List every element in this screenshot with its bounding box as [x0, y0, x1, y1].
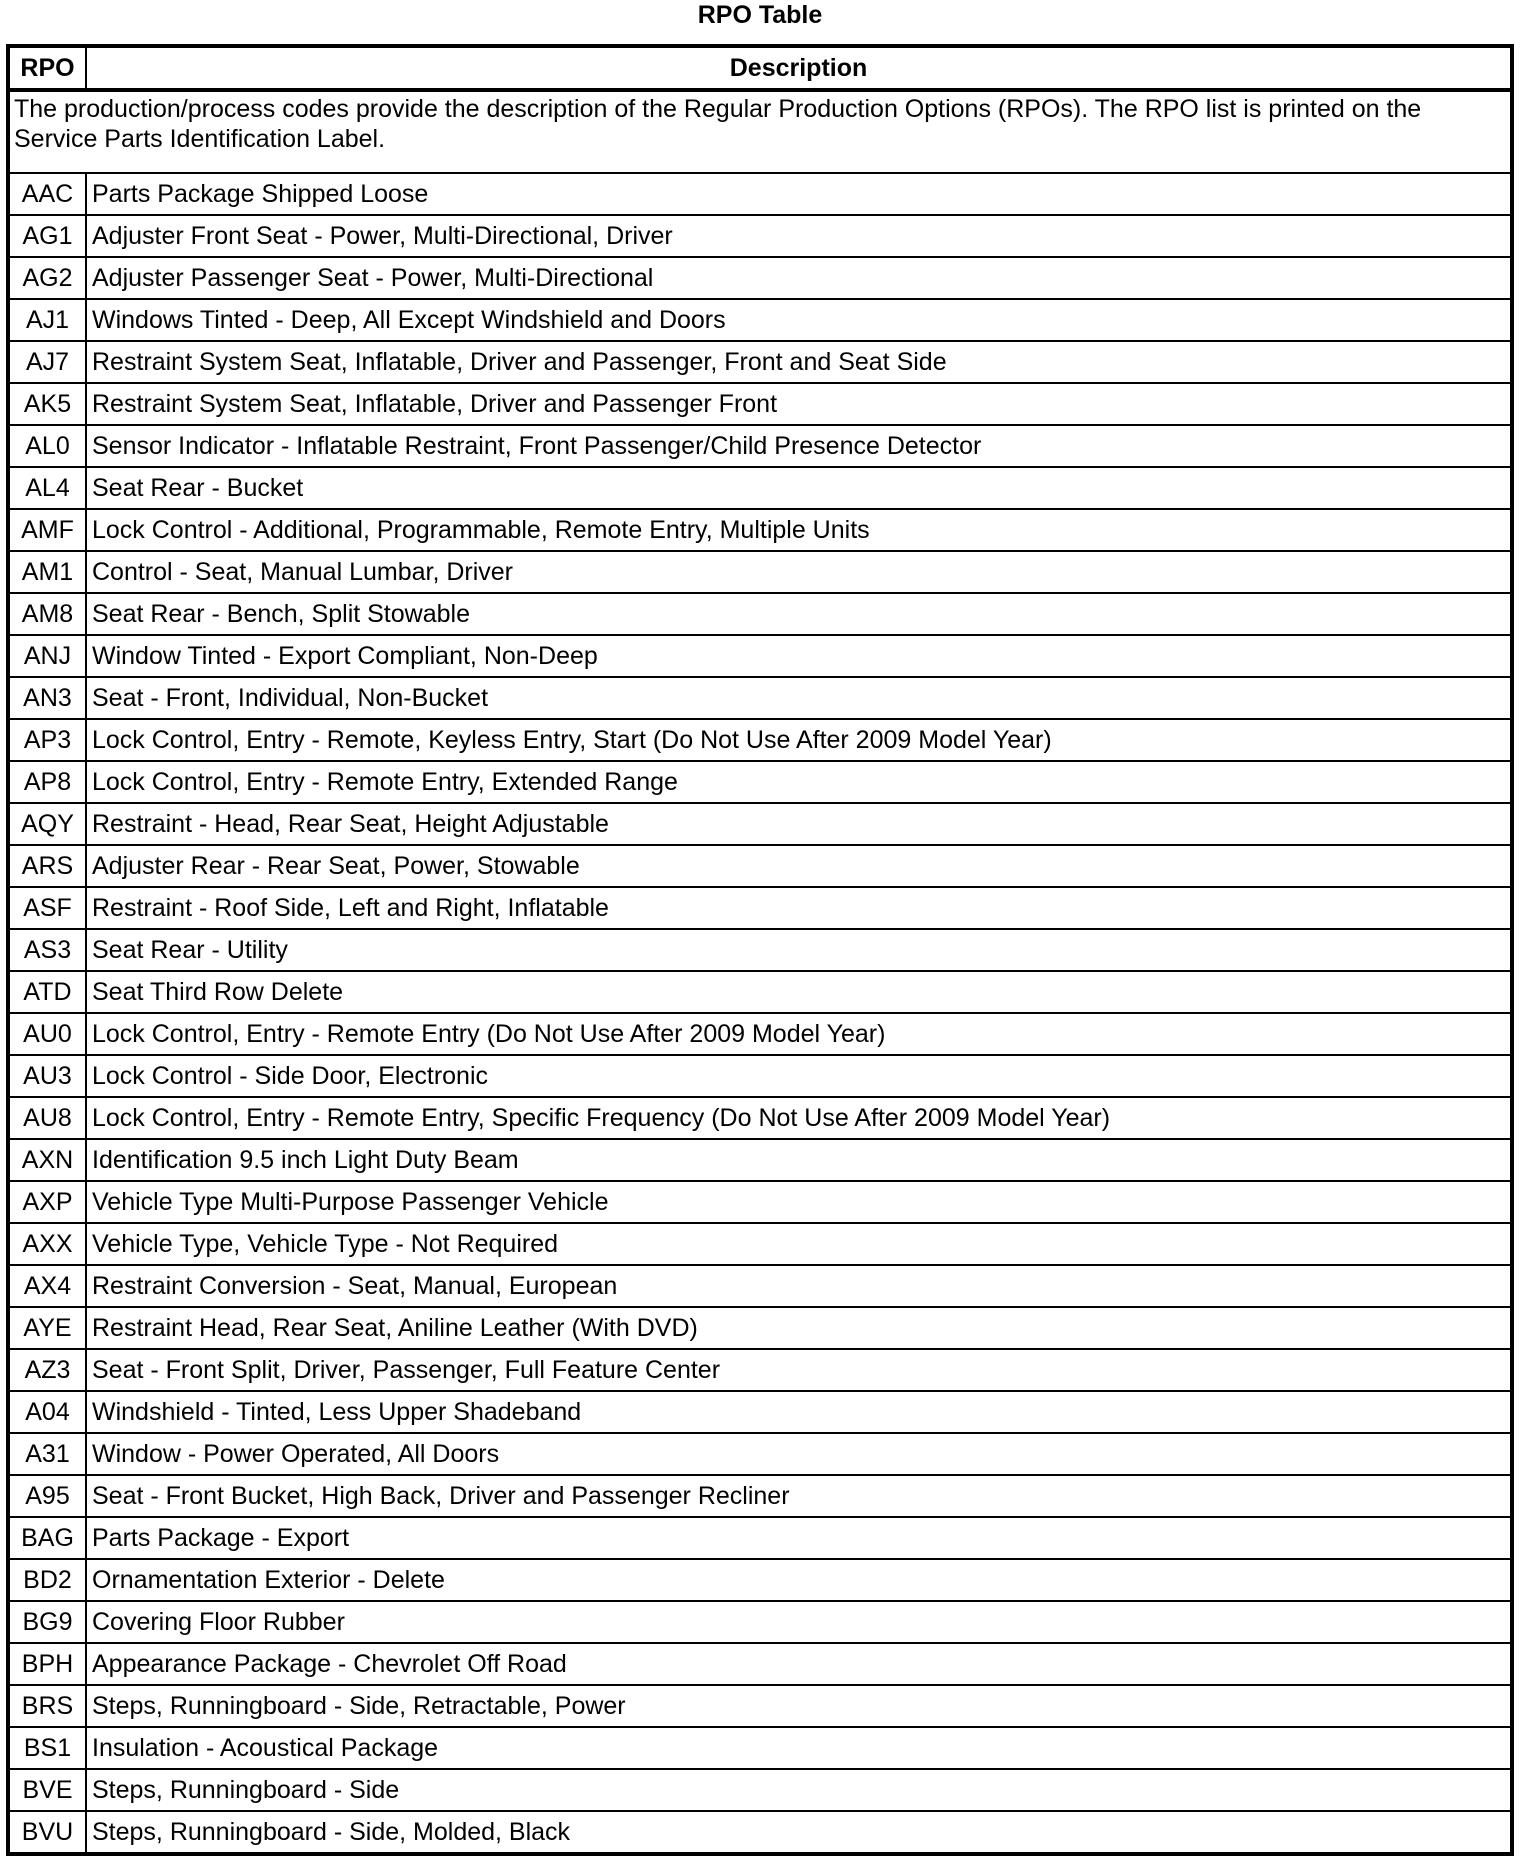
- table-row: [8, 635, 1512, 677]
- rpo-description-cell: Lock Control - Side Door, Electronic: [86, 1055, 1512, 1097]
- rpo-table: [6, 44, 1514, 1856]
- rpo-description-cell: Adjuster Rear - Rear Seat, Power, Stowable: [86, 845, 1512, 887]
- rpo-description-cell: Lock Control - Additional, Programmable, Remote Entry, Multiple Units: [86, 509, 1512, 551]
- rpo-description-cell: Covering Floor Rubber: [86, 1601, 1512, 1643]
- table-row: [8, 257, 1512, 299]
- rpo-description-cell: Parts Package Shipped Loose: [86, 173, 1512, 215]
- table-row: [8, 299, 1512, 341]
- table-row: [8, 509, 1512, 551]
- rpo-code-cell: AL4: [8, 467, 86, 509]
- rpo-code-cell: AXX: [8, 1223, 86, 1265]
- table-row: [8, 1307, 1512, 1349]
- rpo-code-cell: BVU: [8, 1811, 86, 1854]
- table-row: [8, 1097, 1512, 1139]
- rpo-code-cell: BPH: [8, 1643, 86, 1685]
- rpo-description-cell: Steps, Runningboard - Side, Retractable, Power: [86, 1685, 1512, 1727]
- rpo-code-cell: A04: [8, 1391, 86, 1433]
- rpo-description-cell: Seat Rear - Utility: [86, 929, 1512, 971]
- rpo-code-cell: BRS: [8, 1685, 86, 1727]
- rpo-description-cell: Windshield - Tinted, Less Upper Shadeband: [86, 1391, 1512, 1433]
- table-row: [8, 971, 1512, 1013]
- rpo-description-cell: Restraint Head, Rear Seat, Aniline Leather (With DVD): [86, 1307, 1512, 1349]
- table-row: [8, 929, 1512, 971]
- rpo-description-cell: Parts Package - Export: [86, 1517, 1512, 1559]
- rpo-description-cell: Window Tinted - Export Compliant, Non-Deep: [86, 635, 1512, 677]
- table-row: [8, 215, 1512, 257]
- rpo-description-cell: Steps, Runningboard - Side, Molded, Black: [86, 1811, 1512, 1854]
- table-row: [8, 1223, 1512, 1265]
- rpo-code-cell: AG2: [8, 257, 86, 299]
- rpo-code-cell: ANJ: [8, 635, 86, 677]
- table-body: [8, 90, 1512, 1854]
- rpo-description-cell: Restraint - Head, Rear Seat, Height Adjustable: [86, 803, 1512, 845]
- column-header-description: Description: [86, 46, 1512, 90]
- rpo-description-cell: Vehicle Type, Vehicle Type - Not Required: [86, 1223, 1512, 1265]
- rpo-code-cell: BG9: [8, 1601, 86, 1643]
- rpo-description-cell: Seat Rear - Bench, Split Stowable: [86, 593, 1512, 635]
- rpo-description-cell: Control - Seat, Manual Lumbar, Driver: [86, 551, 1512, 593]
- rpo-code-cell: AAC: [8, 173, 86, 215]
- rpo-description-cell: Seat Third Row Delete: [86, 971, 1512, 1013]
- table-row: [8, 761, 1512, 803]
- rpo-code-cell: A95: [8, 1475, 86, 1517]
- rpo-description-cell: Restraint - Roof Side, Left and Right, Inflatable: [86, 887, 1512, 929]
- rpo-code-cell: A31: [8, 1433, 86, 1475]
- rpo-code-cell: BS1: [8, 1727, 86, 1769]
- rpo-description-cell: Lock Control, Entry - Remote Entry (Do Not Use After 2009 Model Year): [86, 1013, 1512, 1055]
- rpo-description-cell: Seat - Front Split, Driver, Passenger, Full Feature Center: [86, 1349, 1512, 1391]
- rpo-description-cell: Sensor Indicator - Inflatable Restraint, Front Passenger/Child Presence Detector: [86, 425, 1512, 467]
- rpo-code-cell: AJ1: [8, 299, 86, 341]
- table-row: [8, 1517, 1512, 1559]
- rpo-description-cell: Adjuster Passenger Seat - Power, Multi-Directional: [86, 257, 1512, 299]
- rpo-code-cell: AN3: [8, 677, 86, 719]
- table-row: [8, 719, 1512, 761]
- rpo-code-cell: AZ3: [8, 1349, 86, 1391]
- column-header-rpo: RPO: [8, 46, 86, 90]
- rpo-code-cell: BVE: [8, 1769, 86, 1811]
- rpo-description-cell: Seat - Front, Individual, Non-Bucket: [86, 677, 1512, 719]
- table-row: [8, 593, 1512, 635]
- table-row: [8, 1475, 1512, 1517]
- rpo-code-cell: AXN: [8, 1139, 86, 1181]
- rpo-description-cell: Appearance Package - Chevrolet Off Road: [86, 1643, 1512, 1685]
- rpo-description-cell: Lock Control, Entry - Remote Entry, Extended Range: [86, 761, 1512, 803]
- table-row: [8, 1433, 1512, 1475]
- rpo-code-cell: AU0: [8, 1013, 86, 1055]
- rpo-code-cell: AM8: [8, 593, 86, 635]
- page-title: RPO Table: [697, 1, 823, 29]
- rpo-description-cell: Insulation - Acoustical Package: [86, 1727, 1512, 1769]
- rpo-description-cell: Seat - Front Bucket, High Back, Driver and Passenger Recliner: [86, 1475, 1512, 1517]
- table-row: [8, 551, 1512, 593]
- table-row: [8, 341, 1512, 383]
- rpo-code-cell: BAG: [8, 1517, 86, 1559]
- rpo-code-cell: AU8: [8, 1097, 86, 1139]
- table-row: [8, 1013, 1512, 1055]
- table-row: [8, 1727, 1512, 1769]
- table-row: [8, 383, 1512, 425]
- rpo-description-cell: Restraint Conversion - Seat, Manual, European: [86, 1265, 1512, 1307]
- table-row: [8, 1391, 1512, 1433]
- intro-text: The production/process codes provide the description of the Regular Production Options (RPOs). The RPO list is printed on the Service Parts Identification Label.: [8, 90, 1512, 173]
- rpo-description-cell: Restraint System Seat, Inflatable, Driver and Passenger Front: [86, 383, 1512, 425]
- rpo-description-cell: Lock Control, Entry - Remote Entry, Specific Frequency (Do Not Use After 2009 Model Year): [86, 1097, 1512, 1139]
- rpo-code-cell: AYE: [8, 1307, 86, 1349]
- table-row: [8, 425, 1512, 467]
- rpo-code-cell: AK5: [8, 383, 86, 425]
- table-row: [8, 173, 1512, 215]
- rpo-code-cell: AMF: [8, 509, 86, 551]
- table-header-row: [8, 46, 1512, 90]
- rpo-code-cell: ASF: [8, 887, 86, 929]
- rpo-description-cell: Window - Power Operated, All Doors: [86, 1433, 1512, 1475]
- table-row: [8, 1769, 1512, 1811]
- table-row: [8, 1811, 1512, 1854]
- table-row: [8, 1601, 1512, 1643]
- table-row: [8, 1559, 1512, 1601]
- rpo-description-cell: Ornamentation Exterior - Delete: [86, 1559, 1512, 1601]
- table-row: [8, 803, 1512, 845]
- rpo-description-cell: Steps, Runningboard - Side: [86, 1769, 1512, 1811]
- rpo-code-cell: AP8: [8, 761, 86, 803]
- rpo-code-cell: AP3: [8, 719, 86, 761]
- table-row: [8, 1265, 1512, 1307]
- rpo-code-cell: ARS: [8, 845, 86, 887]
- table-row: [8, 1685, 1512, 1727]
- rpo-description-cell: Identification 9.5 inch Light Duty Beam: [86, 1139, 1512, 1181]
- table-row: [8, 1349, 1512, 1391]
- rpo-code-cell: ATD: [8, 971, 86, 1013]
- rpo-description-cell: Restraint System Seat, Inflatable, Driver and Passenger, Front and Seat Side: [86, 341, 1512, 383]
- rpo-code-cell: AJ7: [8, 341, 86, 383]
- rpo-code-cell: AXP: [8, 1181, 86, 1223]
- rpo-description-cell: Seat Rear - Bucket: [86, 467, 1512, 509]
- table-row: [8, 1643, 1512, 1685]
- rpo-description-cell: Vehicle Type Multi-Purpose Passenger Vehicle: [86, 1181, 1512, 1223]
- rpo-code-cell: AG1: [8, 215, 86, 257]
- rpo-code-cell: AU3: [8, 1055, 86, 1097]
- rpo-code-cell: AM1: [8, 551, 86, 593]
- rpo-code-cell: AQY: [8, 803, 86, 845]
- intro-row: [8, 90, 1512, 173]
- table-row: [8, 467, 1512, 509]
- rpo-code-cell: AS3: [8, 929, 86, 971]
- rpo-code-cell: BD2: [8, 1559, 86, 1601]
- table-row: [8, 677, 1512, 719]
- table-row: [8, 845, 1512, 887]
- table-row: [8, 1181, 1512, 1223]
- rpo-description-cell: Lock Control, Entry - Remote, Keyless Entry, Start (Do Not Use After 2009 Model Year): [86, 719, 1512, 761]
- rpo-description-cell: Adjuster Front Seat - Power, Multi-Directional, Driver: [86, 215, 1512, 257]
- table-row: [8, 887, 1512, 929]
- table-row: [8, 1055, 1512, 1097]
- rpo-code-cell: AL0: [8, 425, 86, 467]
- table-row: [8, 1139, 1512, 1181]
- rpo-code-cell: AX4: [8, 1265, 86, 1307]
- rpo-description-cell: Windows Tinted - Deep, All Except Windshield and Doors: [86, 299, 1512, 341]
